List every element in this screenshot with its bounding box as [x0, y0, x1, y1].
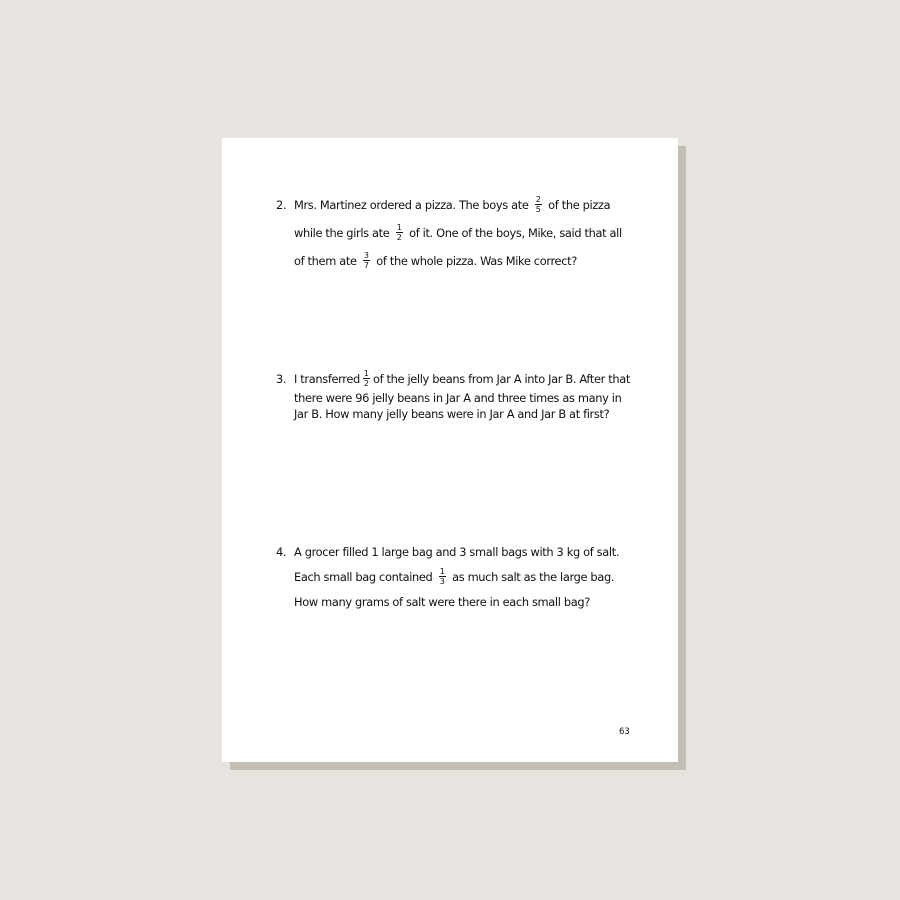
problem-number: 3. — [276, 372, 287, 386]
problem-text — [294, 191, 632, 275]
fraction-numerator: 1 — [396, 223, 402, 232]
fraction-denominator: 2 — [363, 379, 369, 388]
problem-number: 2. — [276, 198, 287, 212]
problem-text-line — [294, 368, 632, 390]
fraction-denominator: 2 — [396, 233, 402, 242]
fraction-denominator: 5 — [535, 205, 541, 214]
problem-text — [294, 540, 632, 615]
problem-text — [294, 368, 632, 422]
problem-text-segment: of the whole pizza. Was Mike correct? — [376, 254, 577, 268]
worksheet-page — [222, 138, 678, 762]
problem-text-segment: of it. One of the boys, Mike, said that all of them ate — [294, 226, 622, 268]
problem-text-segment: there were 96 jelly beans in Jar A and three times as many in Jar B. How many jelly beans were in Jar A and Jar B at first? — [294, 391, 622, 421]
problem-2 — [276, 191, 632, 275]
fraction-numerator: 1 — [439, 567, 445, 576]
fraction-denominator: 7 — [363, 261, 369, 270]
problem-3 — [276, 368, 632, 422]
fraction-numerator: 2 — [535, 195, 541, 204]
fraction-numerator: 1 — [363, 369, 369, 378]
fraction — [439, 567, 446, 586]
fraction — [535, 195, 542, 214]
fraction — [363, 251, 370, 270]
fraction-numerator: 3 — [363, 251, 369, 260]
problem-text-segment: of the pizza while the girls ate — [294, 198, 611, 240]
problem-text-segment: I transferred — [294, 372, 360, 386]
problem-text-segment: A grocer filled 1 large bag and 3 small bags with 3 kg of salt. Each small bag contained — [294, 545, 620, 584]
page-number: 63 — [619, 727, 630, 737]
problem-text-segment: Mrs. Martinez ordered a pizza. The boys ate — [294, 198, 529, 212]
problem-4 — [276, 540, 632, 615]
problem-number: 4. — [276, 545, 287, 559]
fraction-denominator: 3 — [439, 577, 445, 586]
problem-text-segment: as much salt as the large bag. How many grams of salt were there in each small bag? — [294, 570, 615, 609]
fraction — [396, 223, 403, 242]
fraction — [363, 369, 370, 388]
problem-text-segment: of the jelly beans from Jar A into Jar B. After that — [372, 372, 630, 386]
